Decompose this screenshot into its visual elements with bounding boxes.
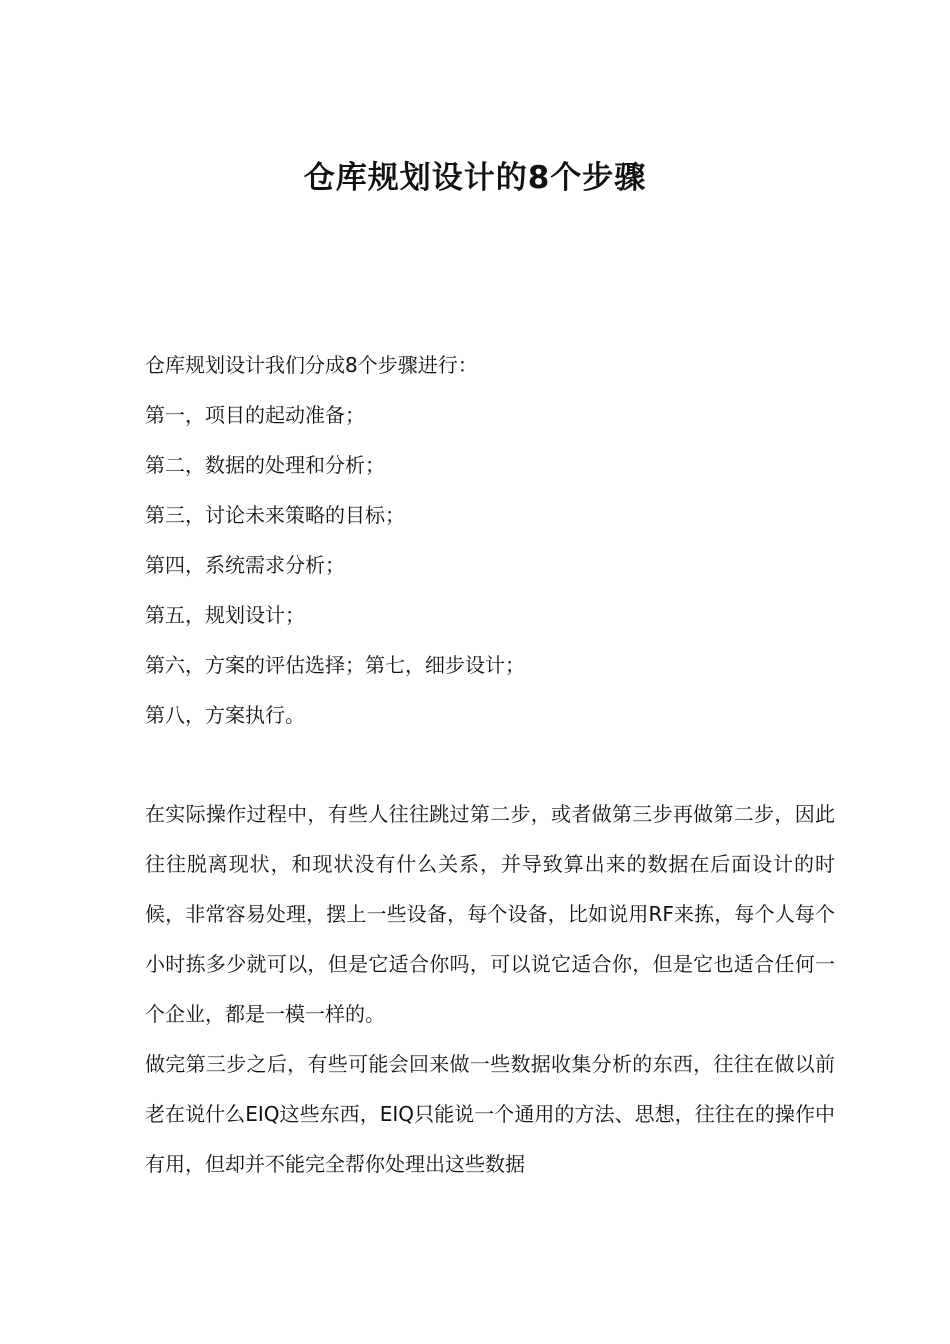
step-item: 第五，规划设计； bbox=[145, 603, 305, 627]
body-paragraph-2: 做完第三步之后，有些可能会回来做一些数据收集分析的东西，往往在做以前老在说什么EIQ这些东西，EIQ只能说一个通用的方法、思想，往往在的操作中有用，但却并不能完全帮你处理出这些数据 bbox=[145, 1052, 835, 1176]
body-paragraph-1: 在实际操作过程中，有些人往往跳过第二步，或者做第三步再做第二步，因此往往脱离现状，和现状没有什么关系，并导致算出来的数据在后面设计的时候，非常容易处理，摆上一些设备，每个设备，比如说用RF来拣，每个人每个小时拣多少就可以，但是它适合你吗，可以说它适合你，但是它也适合任何一个企业，都是一模一样的。 bbox=[145, 802, 835, 1026]
document-title: 仓库规划设计的8个步骤 bbox=[303, 160, 647, 196]
step-item: 第三，讨论未来策略的目标； bbox=[145, 503, 405, 527]
steps-intro: 仓库规划设计我们分成8个步骤进行： bbox=[145, 353, 478, 377]
step-item: 第六，方案的评估选择；第七，细步设计； bbox=[145, 653, 525, 677]
steps-list bbox=[145, 340, 845, 740]
step-item: 第一，项目的起动准备； bbox=[145, 403, 365, 427]
step-item: 第八，方案执行。 bbox=[145, 703, 305, 727]
step-item: 第二，数据的处理和分析； bbox=[145, 453, 385, 477]
step-item: 第四，系统需求分析； bbox=[145, 553, 345, 577]
